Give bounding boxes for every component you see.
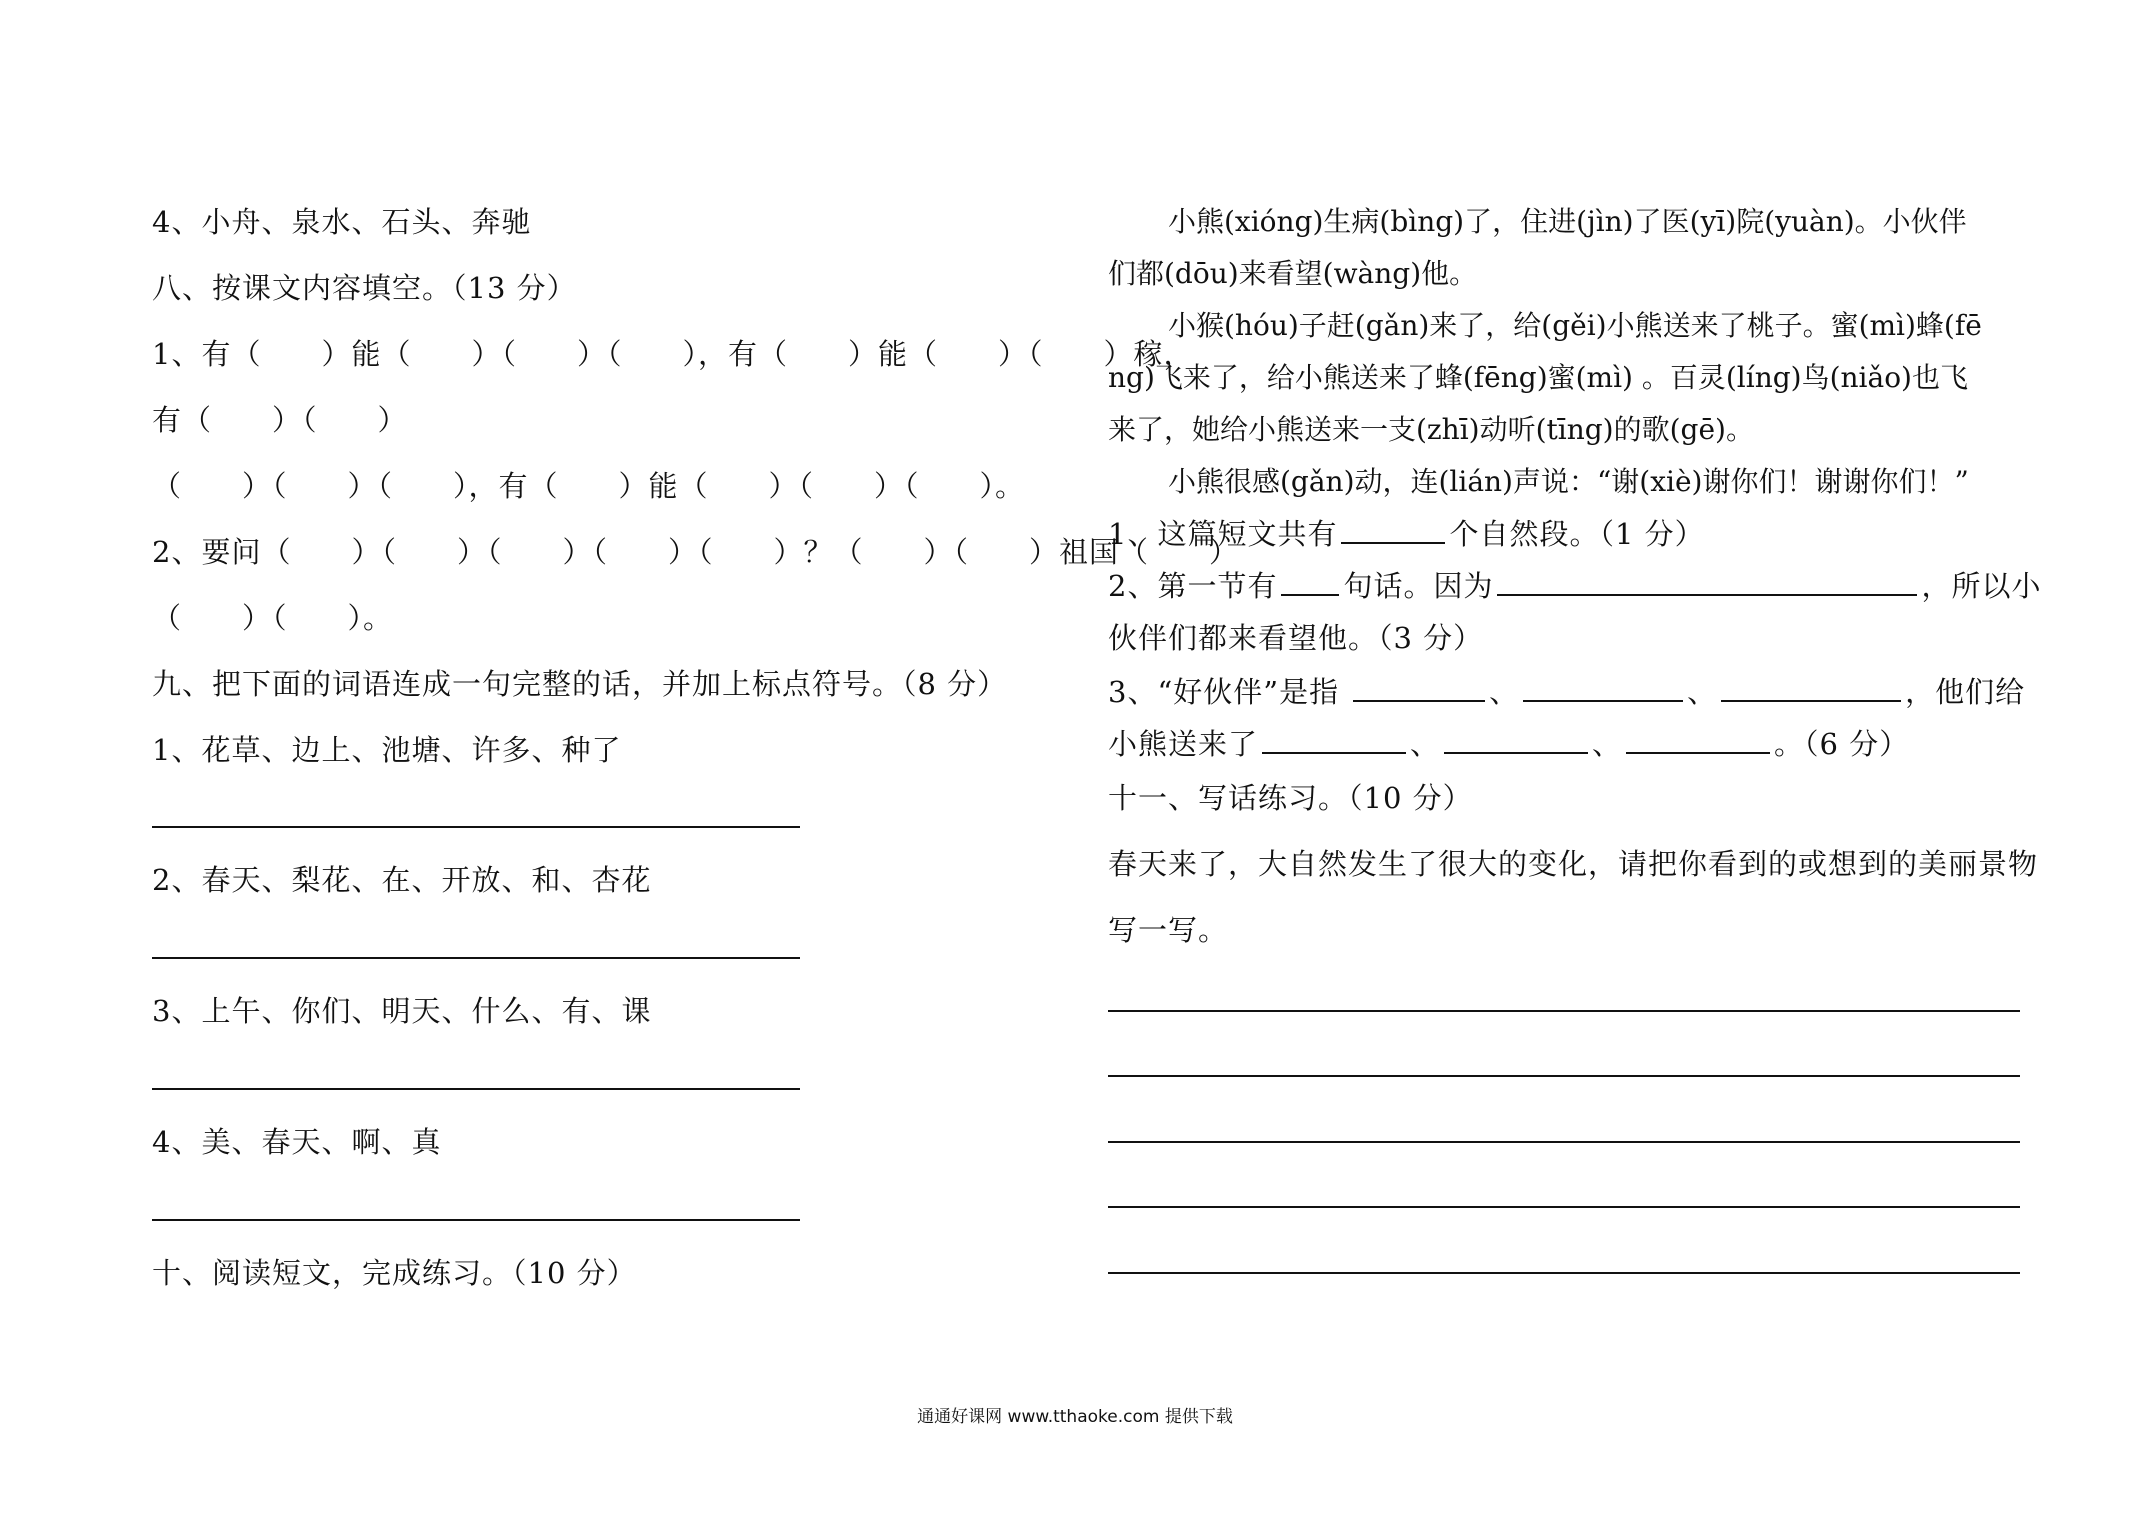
question-3-sep-2: 、: [1687, 675, 1718, 709]
answer-line-9-1[interactable]: [152, 826, 800, 828]
question-1-text-b: 个自然段。（1 分）: [1449, 517, 1705, 551]
question-3-text-b: ，他们给: [1905, 675, 2026, 709]
question-3-sep-1: 、: [1489, 675, 1520, 709]
question-2-blank-reason[interactable]: [1497, 568, 1917, 596]
question-2: [1108, 566, 2041, 606]
left-line-3: 1、有（ ）能（ ）（ ）（ ），有（ ）能（ ）（ ）稼，: [152, 337, 1194, 371]
section-11-prompt-1: 春天来了，大自然发生了很大的变化，请把你看到的或想到的美丽景物: [1108, 847, 2039, 881]
question-2-text-c: ，所以小: [1921, 569, 2042, 603]
question-2-cont: 伙伴们都来看望他。（3 分）: [1108, 621, 1484, 655]
passage-p1-line-1: 小熊(xióng)生病(bìng)了，住进(jìn)了医(yī)院(yuàn)。小伙伴: [1168, 205, 1967, 238]
answer-line-9-2[interactable]: [152, 957, 800, 959]
question-3-blank-5[interactable]: [1444, 726, 1588, 754]
writing-line-5[interactable]: [1108, 1272, 2020, 1274]
question-3-text-a: 3、“好伙伴”是指: [1108, 675, 1340, 709]
left-line-7: （ ）（ ）。: [152, 601, 394, 635]
question-1-text-a: 1、这篇短文共有: [1108, 517, 1338, 551]
section-10-heading: 十、阅读短文，完成练习。（10 分）: [152, 1256, 637, 1290]
question-3-blank-6[interactable]: [1626, 726, 1770, 754]
question-1-blank[interactable]: [1341, 516, 1445, 544]
question-2-text-b: 句话。因为: [1343, 569, 1494, 603]
section-11-prompt-2: 写一写。: [1108, 913, 1229, 947]
question-3-sep-3: 、: [1410, 727, 1441, 761]
writing-line-1[interactable]: [1108, 1010, 2020, 1012]
question-3-text-d: 。（6 分）: [1774, 727, 1910, 761]
writing-line-2[interactable]: [1108, 1075, 2020, 1077]
passage-p3: 小熊很感(gǎn)动，连(lián)声说：“谢(xiè)谢你们！谢谢你们！”: [1168, 465, 1969, 498]
answer-line-9-3[interactable]: [152, 1088, 800, 1090]
section-8-heading: 八、按课文内容填空。（13 分）: [152, 271, 577, 305]
left-line-5: （ ）（ ）（ ），有（ ）能（ ）（ ）（ ）。: [152, 469, 1026, 503]
answer-line-9-4[interactable]: [152, 1219, 800, 1221]
question-3: [1108, 672, 2025, 712]
exercise-9-2: 2、春天、梨花、在、开放、和、杏花: [152, 863, 652, 897]
left-line-6: 2、要问（ ）（ ）（ ）（ ）（ ）？（ ）（ ）祖国（ ）: [152, 535, 1239, 569]
question-1: [1108, 514, 1705, 554]
question-3-blank-2[interactable]: [1523, 674, 1683, 702]
question-3-blank-3[interactable]: [1721, 674, 1901, 702]
question-2-text-a: 2、第一节有: [1108, 569, 1278, 603]
question-3-blank-1[interactable]: [1353, 674, 1485, 702]
exercise-9-4: 4、美、春天、啊、真: [152, 1125, 442, 1159]
passage-p2-line-1: 小猴(hóu)子赶(gǎn)来了，给(gěi)小熊送来了桃子。蜜(mì)蜂(fē: [1168, 309, 1982, 342]
section-11-heading: 十一、写话练习。（10 分）: [1108, 781, 1473, 815]
writing-line-4[interactable]: [1108, 1206, 2020, 1208]
question-2-blank-count[interactable]: [1281, 568, 1339, 596]
passage-p2-line-3: 来了，她给小熊送来一支(zhī)动听(tīng)的歌(gē)。: [1108, 413, 1754, 446]
question-3-blank-4[interactable]: [1262, 726, 1406, 754]
exercise-9-3: 3、上午、你们、明天、什么、有、课: [152, 994, 652, 1028]
question-3-sep-4: 、: [1592, 727, 1623, 761]
passage-p1-line-2: 们都(dōu)来看望(wàng)他。: [1108, 257, 1478, 290]
passage-p2-line-2: ng)飞来了，给小熊送来了蜂(fēng)蜜(mì) 。百灵(líng)鸟(niǎo)也飞: [1108, 361, 1968, 394]
left-line-1: 4、小舟、泉水、石头、奔驰: [152, 205, 532, 239]
question-3-cont: [1108, 724, 1909, 764]
question-3-text-c: 小熊送来了: [1108, 727, 1259, 761]
left-line-4: 有（ ）（ ）: [152, 403, 408, 437]
section-9-heading: 九、把下面的词语连成一句完整的话，并加上标点符号。（8 分）: [152, 667, 1008, 701]
footer-credit: 通通好课网 www.tthaoke.com 提供下载: [917, 1407, 1233, 1427]
writing-line-3[interactable]: [1108, 1141, 2020, 1143]
exercise-9-1: 1、花草、边上、池塘、许多、种了: [152, 733, 622, 767]
